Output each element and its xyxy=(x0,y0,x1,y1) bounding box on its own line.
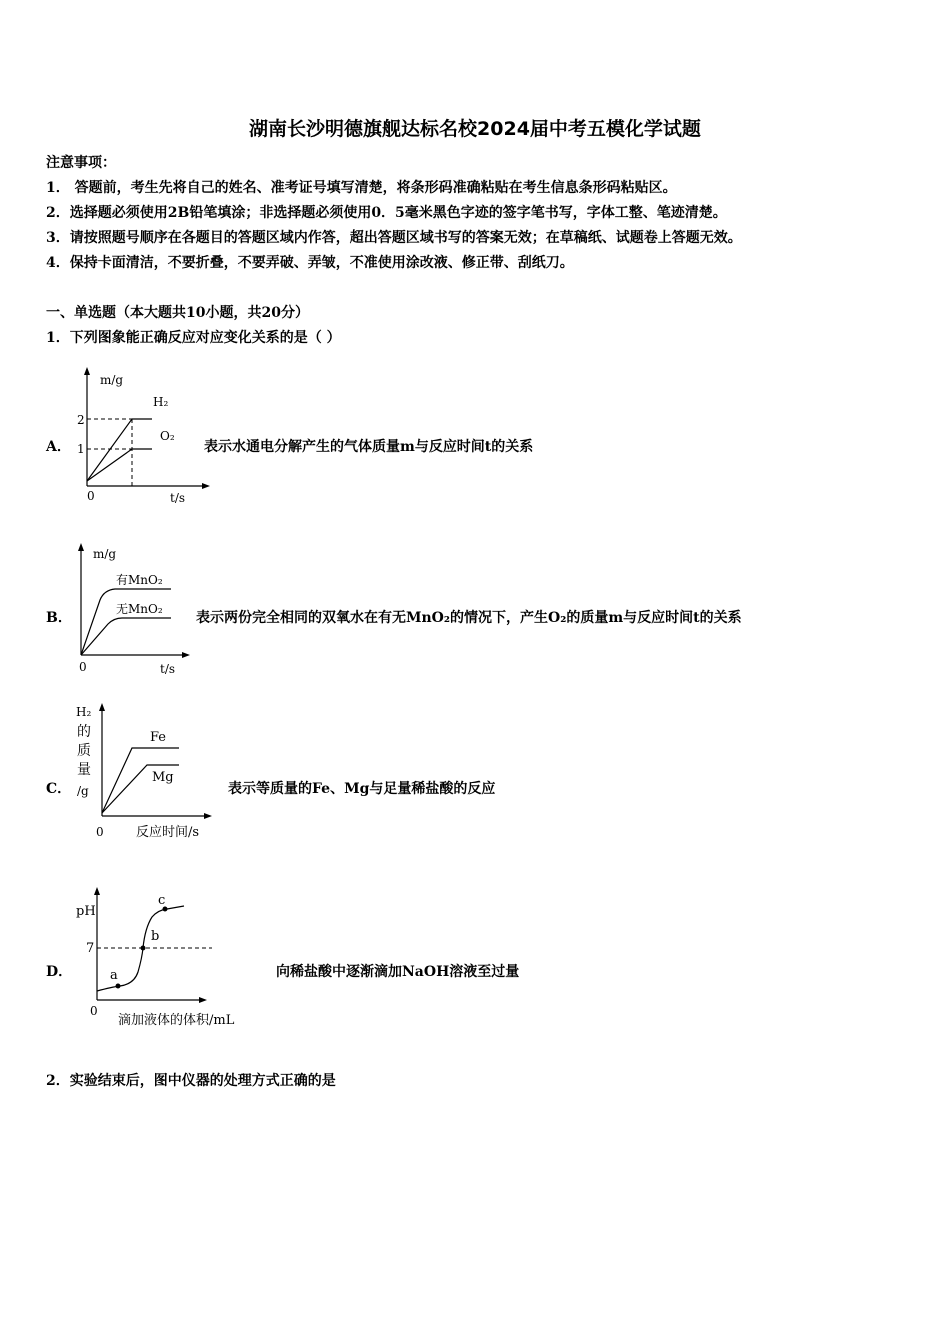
graph-a-line-h2 xyxy=(87,419,152,481)
graph-c-xlabel: 反应时间/s xyxy=(136,825,200,840)
graph-b-line-with-mno2 xyxy=(81,589,171,655)
graph-a-label-o2: O₂ xyxy=(160,429,175,443)
graph-b xyxy=(60,538,200,688)
notice-item: 1． 答题前，考生先将自己的姓名、准考证号填写清楚，将条形码准确粘贴在考生信息条形码粘贴区。 xyxy=(46,180,677,196)
graph-a-x-arrow xyxy=(202,483,210,489)
graph-b-origin: 0 xyxy=(79,660,87,674)
notice-heading: 注意事项： xyxy=(46,155,116,171)
graph-c-label-mg: Mg xyxy=(152,770,174,785)
graph-a-line-o2 xyxy=(87,449,152,481)
graph-c-ylabel-4: 量 xyxy=(77,762,91,778)
graph-a-origin: 0 xyxy=(87,489,95,503)
graph-d-x-arrow xyxy=(199,997,207,1003)
graph-a xyxy=(60,362,200,512)
option-a-text: 表示水通电分解产生的气体质量m与反应时间t的关系 xyxy=(204,439,534,455)
section-heading: 一、单选题（本大题共10小题，共20分） xyxy=(46,305,309,321)
graph-d-point-b xyxy=(141,946,146,951)
notice-item: 4．保持卡面清洁，不要折叠，不要弄破、弄皱，不准使用涂改液、修正带、刮纸刀。 xyxy=(46,255,574,271)
graph-b-line-without-mno2 xyxy=(81,618,171,655)
graph-d-label-a: a xyxy=(110,968,118,983)
graph-a-tick-1: 1 xyxy=(77,442,85,456)
graph-d xyxy=(72,880,272,1030)
graph-b-ylabel: m/g xyxy=(93,547,117,561)
graph-b-xlabel: t/s xyxy=(160,662,176,676)
option-c-label: C． xyxy=(46,781,72,797)
graph-d-xlabel: 滴加液体的体积/mL xyxy=(118,1013,235,1028)
graph-c-ylabel-2: 的 xyxy=(77,724,91,740)
graph-c-y-arrow xyxy=(99,703,105,711)
graph-d-label-c: c xyxy=(158,893,166,908)
option-b-label: B． xyxy=(46,610,72,626)
graph-b-label-without: 无MnO₂ xyxy=(116,602,163,616)
graph-b-label-with: 有MnO₂ xyxy=(116,573,163,587)
graph-c-x-arrow xyxy=(204,813,212,819)
graph-c-ylabel-1: H₂ xyxy=(76,705,92,719)
graph-c-ylabel-3: 质 xyxy=(77,743,91,759)
graph-d-tick-7: 7 xyxy=(86,941,95,956)
graph-c-label-fe: Fe xyxy=(150,730,167,745)
notice-item: 3．请按照题号顺序在各题目的答题区域内作答，超出答题区域书写的答案无效；在草稿纸、试题卷上答题无效。 xyxy=(46,230,742,246)
notice-item: 2．选择题必须使用2B铅笔填涂；非选择题必须使用0．5毫米黑色字迹的签字笔书写，字体工整、笔迹清楚。 xyxy=(46,205,727,221)
option-c-text: 表示等质量的Fe、Mg与足量稀盐酸的反应 xyxy=(228,781,496,797)
graph-b-y-arrow xyxy=(78,543,84,551)
question-1-stem: 1．下列图象能正确反应对应变化关系的是（ ） xyxy=(46,330,341,346)
option-d-label: D． xyxy=(46,964,73,980)
graph-c-ylabel-5: /g xyxy=(77,784,89,798)
graph-a-xlabel: t/s xyxy=(170,491,186,505)
graph-a-y-arrow xyxy=(84,367,90,375)
graph-d-ylabel: pH xyxy=(76,904,96,919)
option-b-text: 表示两份完全相同的双氧水在有无MnO₂的情况下，产生O₂的质量m与反应时间t的关系 xyxy=(196,610,742,626)
graph-d-y-arrow xyxy=(94,887,100,895)
question-2-stem: 2．实验结束后，图中仪器的处理方式正确的是 xyxy=(46,1073,336,1089)
graph-a-ylabel: m/g xyxy=(100,373,124,387)
option-a-label: A． xyxy=(46,439,71,455)
graph-b-x-arrow xyxy=(182,652,190,658)
page-title: 湖南长沙明德旗舰达标名校2024届中考五模化学试题 xyxy=(249,118,701,140)
graph-c xyxy=(72,698,222,848)
graph-d-origin: 0 xyxy=(90,1004,98,1018)
graph-a-label-h2: H₂ xyxy=(153,395,169,409)
graph-a-tick-2: 2 xyxy=(77,413,85,427)
option-d-text: 向稀盐酸中逐渐滴加NaOH溶液至过量 xyxy=(276,964,520,980)
graph-c-origin: 0 xyxy=(96,825,104,839)
graph-d-point-a xyxy=(116,984,121,989)
graph-d-label-b: b xyxy=(151,929,160,944)
